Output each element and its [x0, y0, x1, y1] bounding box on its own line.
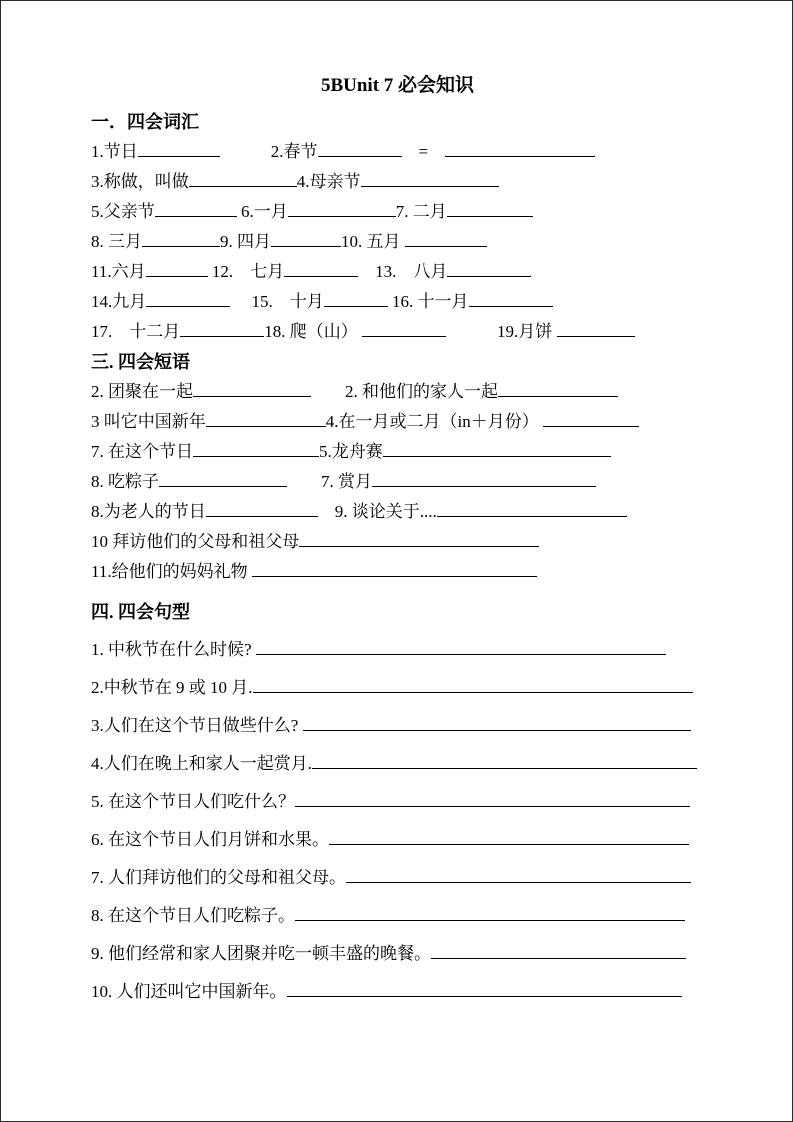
line-text: 2.春节 [270, 142, 318, 161]
answer-blank[interactable] [193, 454, 319, 457]
worksheet-line [91, 897, 704, 935]
answer-blank[interactable] [431, 956, 686, 959]
line-text: 1. 中秋节在什么时候? [91, 640, 256, 659]
answer-blank[interactable] [256, 652, 666, 655]
line-text: 3.称做，叫做 [91, 172, 189, 191]
worksheet-line [91, 137, 704, 167]
line-text: 1.节日 [91, 142, 138, 161]
line-text: 14.九月 [91, 292, 147, 311]
section-heading: 三. 四会短语 [91, 352, 190, 372]
worksheet-line [91, 437, 704, 467]
worksheet-line [91, 745, 704, 783]
line-text: 9. 四月 [220, 232, 271, 251]
answer-blank[interactable] [469, 304, 553, 307]
worksheet-line [91, 935, 704, 973]
line-text: 10. 人们还叫它中国新年。 [91, 982, 287, 1001]
answer-blank[interactable] [252, 574, 537, 577]
line-text: 7. 二月 [395, 202, 447, 221]
line-text: 16. 十一月 [387, 292, 469, 311]
line-text: 3.人们在这个节日做些什么? [91, 716, 303, 735]
section-vocab [91, 107, 704, 347]
line-text: 9. 他们经常和家人团聚并吃一顿丰盛的晚餐。 [91, 944, 431, 963]
answer-blank[interactable] [324, 304, 388, 307]
answer-blank[interactable] [303, 728, 691, 731]
worksheet-line [91, 287, 704, 317]
answer-blank[interactable] [312, 766, 697, 769]
line-text: 9. 谈论关于.... [317, 502, 437, 521]
answer-blank[interactable] [437, 514, 627, 517]
answer-blank[interactable] [318, 154, 402, 157]
line-text: 11.给他们的妈妈礼物 [91, 562, 252, 581]
line-text: 17. 十二月 [91, 322, 181, 341]
answer-blank[interactable] [142, 244, 220, 247]
line-text: 13. 八月 [358, 262, 448, 281]
answer-blank[interactable] [253, 690, 693, 693]
line-text: 2. 和他们的家人一起 [311, 382, 498, 401]
worksheet-line [91, 467, 704, 497]
section-sentences [91, 597, 704, 1011]
section-phrases [91, 347, 704, 587]
answer-blank[interactable] [206, 424, 326, 427]
line-text: 5.龙舟赛 [319, 442, 383, 461]
section-heading: 一．四会词汇 [91, 112, 199, 132]
answer-blank[interactable] [447, 214, 533, 217]
worksheet-line [91, 557, 704, 587]
worksheet-line [91, 821, 704, 859]
answer-blank[interactable] [271, 244, 341, 247]
answer-blank[interactable] [362, 334, 446, 337]
worksheet-line [91, 227, 704, 257]
answer-blank[interactable] [383, 454, 611, 457]
line-text: 11.六月 [91, 262, 146, 281]
line-text: 7. 赏月 [287, 472, 372, 491]
answer-blank[interactable] [361, 184, 499, 187]
line-text: 6.一月 [236, 202, 288, 221]
line-text: 18. 爬（山） [264, 322, 362, 341]
line-text: 8. 三月 [91, 232, 142, 251]
line-text: 5.父亲节 [91, 202, 155, 221]
worksheet-line [91, 407, 704, 437]
line-text [220, 142, 271, 161]
answer-blank[interactable] [498, 394, 618, 397]
worksheet-line [91, 707, 704, 745]
line-text: 2.中秋节在 9 或 10 月. [91, 678, 253, 697]
worksheet-line [91, 197, 704, 227]
line-text: 15. 十月 [230, 292, 324, 311]
answer-blank[interactable] [155, 214, 237, 217]
answer-blank[interactable] [146, 274, 208, 277]
line-text: 8. 吃粽子 [91, 472, 159, 491]
worksheet-line [91, 317, 704, 347]
line-text: 8.为老人的节日 [91, 502, 206, 521]
line-text: 4.在一月或二月（in＋月份） [325, 412, 543, 431]
line-text: = [401, 142, 446, 161]
section-heading: 四. 四会句型 [91, 602, 190, 622]
line-text: 6. 在这个节日人们月饼和水果。 [91, 830, 329, 849]
answer-blank[interactable] [543, 424, 639, 427]
answer-blank[interactable] [346, 880, 691, 883]
document-body [91, 107, 704, 1011]
answer-blank[interactable] [284, 274, 358, 277]
document-title: 5BUnit 7 必会知识 [320, 75, 475, 96]
worksheet-line [91, 527, 704, 557]
line-text: 19.月饼 [446, 322, 557, 341]
answer-blank[interactable] [445, 154, 595, 157]
worksheet-line [91, 973, 704, 1011]
answer-blank[interactable] [138, 154, 220, 157]
worksheet-line [91, 497, 704, 527]
answer-blank[interactable] [447, 274, 531, 277]
answer-blank[interactable] [557, 334, 635, 337]
line-text: 7. 在这个节日 [91, 442, 193, 461]
worksheet-line [91, 167, 704, 197]
line-text: 3 叫它中国新年 [91, 412, 206, 431]
line-text: 5. 在这个节日人们吃什么？ [91, 792, 295, 811]
line-text: 10. 五月 [341, 232, 405, 251]
answer-blank[interactable] [189, 184, 297, 187]
answer-blank[interactable] [405, 244, 487, 247]
answer-blank[interactable] [372, 484, 596, 487]
worksheet-line [91, 783, 704, 821]
line-text: 2. 团聚在一起 [91, 382, 193, 401]
answer-blank[interactable] [295, 804, 690, 807]
line-text: 10 拜访他们的父母和祖父母 [91, 532, 300, 551]
answer-blank[interactable] [288, 214, 396, 217]
answer-blank[interactable] [180, 334, 264, 337]
line-text: 8. 在这个节日人们吃粽子。 [91, 906, 295, 925]
worksheet-line [91, 859, 704, 897]
line-text: 4.人们在晚上和家人一起赏月. [91, 754, 312, 773]
answer-blank[interactable] [329, 842, 689, 845]
answer-blank[interactable] [193, 394, 311, 397]
worksheet-line [91, 669, 704, 707]
line-text: 12. 七月 [207, 262, 285, 281]
worksheet-line [91, 631, 704, 669]
answer-blank[interactable] [146, 304, 230, 307]
line-text: 4.母亲节 [296, 172, 361, 191]
worksheet-line [91, 257, 704, 287]
answer-blank[interactable] [287, 994, 682, 997]
answer-blank[interactable] [206, 514, 318, 517]
answer-blank[interactable] [159, 484, 287, 487]
answer-blank[interactable] [295, 918, 685, 921]
answer-blank[interactable] [299, 544, 539, 547]
worksheet-line [91, 377, 704, 407]
line-text: 7. 人们拜访他们的父母和祖父母。 [91, 868, 346, 887]
